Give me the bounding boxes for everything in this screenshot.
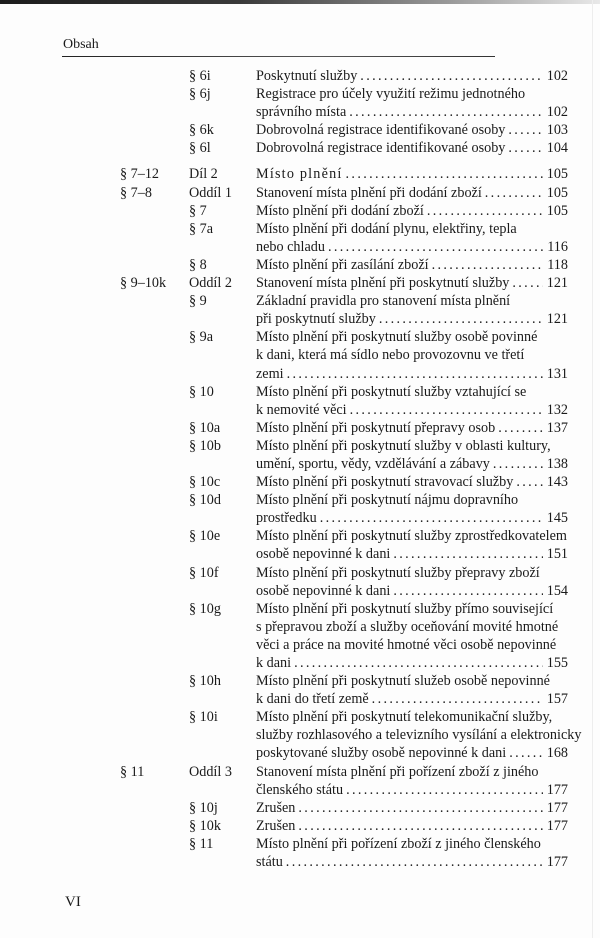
- entry-title-line: Základní pravidla pro stanovení místa plnění: [256, 293, 511, 310]
- page-ref: 102: [546, 104, 568, 121]
- toc-entry-line: [0, 419, 600, 437]
- toc-entry: [0, 437, 600, 473]
- toc-entry: [0, 292, 600, 328]
- section-label: § 10: [189, 383, 214, 400]
- dot-leader: [485, 184, 543, 202]
- toc-entry-line: [0, 85, 600, 103]
- entry-leader-line: [256, 545, 568, 563]
- toc-entry-line: [0, 121, 600, 139]
- entry-title-line: Registrace pro účely využití režimu jednotného: [256, 86, 526, 103]
- entry-title-line: k dani, která má sídlo nebo provozovnu ve třetí: [256, 347, 525, 364]
- toc-entry-line: [0, 726, 600, 744]
- entry-title-line: Místo plnění při poskytnutí telekomunikační služby,: [256, 709, 553, 726]
- toc-entry: [0, 184, 600, 202]
- running-header: Obsah: [63, 37, 99, 52]
- toc-entry-line: [0, 139, 600, 157]
- dot-leader: [508, 121, 542, 139]
- entry-leader-line: [256, 202, 568, 220]
- dot-leader: [498, 419, 543, 437]
- toc-entry-line: [0, 853, 600, 871]
- entry-leader-line: [256, 744, 568, 762]
- page-ref: 177: [546, 781, 568, 798]
- page-ref: 138: [546, 455, 568, 472]
- dot-leader: [286, 853, 543, 871]
- toc-entry: [0, 527, 600, 563]
- entry-title: umění, sportu, vědy, vzdělávání a zábavy: [256, 455, 490, 472]
- entry-title: Místo plnění při poskytnutí stravovací služby: [256, 474, 514, 491]
- dot-leader: [516, 473, 542, 491]
- toc-entry-line: [0, 582, 600, 600]
- section-label: § 10g: [189, 600, 221, 617]
- page-ref: 177: [546, 854, 568, 871]
- toc-entry-line: [0, 618, 600, 636]
- toc-entry-line: [0, 473, 600, 491]
- entry-leader-line: [256, 654, 568, 672]
- toc-entry-line: [0, 545, 600, 563]
- toc-entry-line: [0, 564, 600, 582]
- entry-title: Stanovení místa plnění při poskytnutí služby: [256, 275, 510, 292]
- entry-leader-line: [256, 139, 568, 157]
- toc-entry: [0, 139, 600, 157]
- page-ref: 105: [546, 184, 568, 201]
- dot-leader: [346, 165, 543, 183]
- page-ref: 143: [546, 474, 568, 491]
- page-ref: 157: [546, 691, 568, 708]
- dot-leader: [294, 654, 543, 672]
- toc-entry-line: [0, 491, 600, 509]
- section-label: § 11: [189, 835, 214, 852]
- page-ref: 105: [546, 202, 568, 219]
- entry-leader-line: [256, 365, 568, 383]
- section-label: § 10d: [189, 492, 221, 509]
- toc-entry: [0, 600, 600, 672]
- toc-entry-line: [0, 763, 600, 781]
- entry-title-line: Místo plnění při poskytnutí služby vztahující se: [256, 383, 527, 400]
- section-label: Oddíl 3: [189, 763, 232, 780]
- toc-entry-line: [0, 238, 600, 256]
- toc-entry-line: [0, 835, 600, 853]
- entry-leader-line: [256, 256, 568, 274]
- entry-leader-line: [256, 509, 568, 527]
- dot-leader: [328, 238, 543, 256]
- section-label: § 6i: [189, 68, 211, 84]
- entry-title: členského státu: [256, 781, 344, 798]
- toc-entry-line: [0, 383, 600, 401]
- page-number: VI: [65, 894, 81, 910]
- toc-entry: [0, 202, 600, 220]
- entry-leader-line: [256, 274, 568, 292]
- entry-title-line: s přepravou zboží a služby oceňování movité hmotné: [256, 618, 559, 635]
- entry-title-line: Místo plnění při poskytnutí služby zprostředkovatelem: [256, 528, 567, 545]
- section-range: § 7–12: [120, 166, 160, 183]
- dot-leader: [432, 256, 544, 274]
- entry-title: Zrušen: [256, 799, 296, 816]
- entry-title: osobě nepovinné k dani: [256, 546, 391, 563]
- entry-title: Dobrovolná registrace identifikované osoby: [256, 122, 506, 139]
- entry-title: Místo plnění: [256, 166, 343, 183]
- entry-title: prostředku: [256, 510, 317, 527]
- entry-leader-line: [256, 781, 568, 799]
- entry-title: Dobrovolná registrace identifikované osoby: [256, 140, 506, 157]
- toc-entry: [0, 165, 600, 183]
- page-ref: 154: [546, 582, 568, 599]
- section-label: Díl 2: [189, 166, 218, 183]
- section-label: § 10j: [189, 799, 218, 816]
- dot-leader: [287, 365, 543, 383]
- toc-entry-line: [0, 654, 600, 672]
- toc-entry-line: [0, 455, 600, 473]
- toc-entry-line: [0, 346, 600, 364]
- toc-entry-line: [0, 799, 600, 817]
- dot-leader: [320, 509, 543, 527]
- section-label: § 7a: [189, 220, 214, 237]
- toc-entry-line: [0, 202, 600, 220]
- toc-entry: [0, 220, 600, 256]
- entry-leader-line: [256, 473, 568, 491]
- page-ref: 177: [546, 817, 568, 834]
- toc-entry: [0, 564, 600, 600]
- scan-top-shadow: [0, 0, 600, 4]
- page-ref: 102: [546, 68, 568, 84]
- toc-entry-line: [0, 310, 600, 328]
- entry-title: státu: [256, 854, 283, 871]
- entry-title: Místo plnění při dodání zboží: [256, 202, 424, 219]
- page-ref: 131: [546, 365, 568, 382]
- section-label: § 10i: [189, 709, 218, 726]
- entry-title: správního místa: [256, 104, 347, 121]
- page-ref: 145: [546, 510, 568, 527]
- dot-leader: [372, 690, 543, 708]
- entry-leader-line: [256, 67, 568, 85]
- entry-leader-line: [256, 853, 568, 871]
- toc-entry-line: [0, 600, 600, 618]
- toc-entry-line: [0, 509, 600, 527]
- entry-title-line: Místo plnění při pořízení zboží z jiného členského: [256, 835, 541, 852]
- entry-leader-line: [256, 455, 568, 473]
- section-label: § 10b: [189, 437, 221, 454]
- entry-leader-line: [256, 103, 568, 121]
- entry-title-line: Místo plnění při poskytnutí služby osobě povinné: [256, 329, 538, 346]
- section-label: § 8: [189, 256, 207, 273]
- dot-leader: [508, 139, 542, 157]
- page-ref: 104: [546, 140, 568, 157]
- dot-leader: [298, 799, 542, 817]
- entry-title-line: Místo plnění při dodání plynu, elektřiny, tepla: [256, 220, 517, 237]
- header-rule: [62, 56, 495, 57]
- toc-entry-line: [0, 67, 600, 85]
- section-label: Oddíl 2: [189, 275, 232, 292]
- toc-entry-line: [0, 328, 600, 346]
- toc-entry: [0, 85, 600, 121]
- toc-entry-line: [0, 103, 600, 121]
- page-ref: 121: [546, 311, 568, 328]
- section-range: § 9–10k: [120, 275, 167, 292]
- toc-entry-line: [0, 437, 600, 455]
- toc-entry-line: [0, 256, 600, 274]
- section-range: § 7–8: [120, 184, 152, 201]
- toc-entry: [0, 473, 600, 491]
- dot-leader: [346, 781, 543, 799]
- toc-entry: [0, 799, 600, 817]
- entry-title: k nemovité věci: [256, 401, 347, 418]
- dot-leader: [493, 455, 543, 473]
- entry-title-line: Stanovení místa plnění při pořízení zboží z jiného: [256, 763, 539, 780]
- page-ref: 118: [547, 256, 568, 273]
- toc-entry-line: [0, 274, 600, 292]
- toc-entry: [0, 835, 600, 871]
- toc-entry-line: [0, 781, 600, 799]
- entry-title-line: Místo plnění při poskytnutí služby v oblasti kultury,: [256, 437, 551, 454]
- entry-leader-line: [256, 165, 568, 183]
- dot-leader: [393, 545, 542, 563]
- toc-entry: [0, 491, 600, 527]
- toc-entry: [0, 708, 600, 762]
- page-ref: 168: [546, 745, 568, 762]
- toc-entry: [0, 121, 600, 139]
- page-ref: 121: [546, 275, 568, 292]
- section-label: § 9a: [189, 329, 214, 346]
- entry-title-line: Místo plnění při poskytnutí služby přímo související: [256, 600, 554, 617]
- entry-title: Místo plnění při poskytnutí přepravy osob: [256, 419, 496, 436]
- section-label: § 6j: [189, 86, 211, 103]
- entry-title-line: Místo plnění při poskytnutí služeb osobě nepovinné: [256, 673, 550, 690]
- toc-entry: [0, 328, 600, 382]
- toc-entry-line: [0, 817, 600, 835]
- entry-title-line: služby rozhlasového a televizního vysílání a elektronicky: [256, 727, 582, 744]
- toc-entry-line: [0, 165, 600, 183]
- entry-leader-line: [256, 419, 568, 437]
- toc-entry-line: [0, 220, 600, 238]
- entry-leader-line: [256, 121, 568, 139]
- entry-title-line: Místo plnění při poskytnutí služby přepravy zboží: [256, 564, 540, 581]
- toc-entry-line: [0, 708, 600, 726]
- dot-leader: [509, 744, 543, 762]
- entry-leader-line: [256, 184, 568, 202]
- toc-entry-line: [0, 744, 600, 762]
- entry-title: zemi: [256, 365, 284, 382]
- dot-leader: [393, 582, 542, 600]
- section-label: § 10h: [189, 673, 221, 690]
- entry-title: osobě nepovinné k dani: [256, 582, 391, 599]
- toc-entry: [0, 763, 600, 799]
- entry-title: poskytované služby osobě nepovinné k dani: [256, 745, 507, 762]
- page-ref: 177: [546, 799, 568, 816]
- page-ref: 137: [546, 419, 568, 436]
- entry-leader-line: [256, 690, 568, 708]
- dot-leader: [349, 103, 542, 121]
- entry-leader-line: [256, 401, 568, 419]
- entry-title: Místo plnění při zasílání zboží: [256, 256, 429, 273]
- toc-entry: [0, 672, 600, 708]
- section-label: § 10e: [189, 528, 221, 545]
- toc-entry-line: [0, 690, 600, 708]
- page-ref: 103: [546, 122, 568, 139]
- entry-title-line: Místo plnění při poskytnutí nájmu dopravního: [256, 492, 519, 509]
- page-ref: 151: [546, 546, 568, 563]
- toc-entry-line: [0, 365, 600, 383]
- dot-leader: [350, 401, 543, 419]
- toc-entry: [0, 274, 600, 292]
- entry-leader-line: [256, 817, 568, 835]
- entry-title: Stanovení místa plnění při dodání zboží: [256, 184, 482, 201]
- entry-title: Poskytnutí služby: [256, 68, 358, 84]
- entry-title: při poskytnutí služby: [256, 311, 376, 328]
- toc-entry-line: [0, 401, 600, 419]
- section-range: § 11: [120, 763, 145, 780]
- section-label: § 10a: [189, 419, 221, 436]
- entry-title: k dani: [256, 655, 292, 671]
- entry-leader-line: [256, 582, 568, 600]
- entry-leader-line: [256, 238, 568, 256]
- section-label: Oddíl 1: [189, 184, 232, 201]
- page-ref: 155: [546, 655, 568, 671]
- section-label: § 6k: [189, 122, 214, 139]
- section-label: § 6l: [189, 140, 211, 157]
- section-label: § 10c: [189, 474, 221, 491]
- toc-entry-line: [0, 636, 600, 654]
- toc-entry-line: [0, 184, 600, 202]
- table-of-contents: [0, 67, 600, 871]
- toc-entry: [0, 817, 600, 835]
- section-label: § 9: [189, 293, 207, 310]
- entry-leader-line: [256, 799, 568, 817]
- entry-title: Zrušen: [256, 817, 296, 834]
- entry-title: nebo chladu: [256, 238, 325, 255]
- dot-leader: [360, 67, 542, 85]
- section-label: § 7: [189, 202, 207, 219]
- page-ref: 105: [546, 166, 568, 183]
- page-ref: 132: [546, 401, 568, 418]
- section-label: § 10f: [189, 564, 219, 581]
- toc-entry: [0, 383, 600, 419]
- toc-entry-line: [0, 672, 600, 690]
- entry-title: k dani do třetí země: [256, 691, 369, 708]
- dot-leader: [298, 817, 542, 835]
- toc-entry: [0, 256, 600, 274]
- toc-entry-line: [0, 292, 600, 310]
- dot-leader: [427, 202, 543, 220]
- dot-leader: [379, 310, 543, 328]
- dot-leader: [512, 274, 542, 292]
- section-label: § 10k: [189, 817, 221, 834]
- entry-leader-line: [256, 310, 568, 328]
- toc-entry-line: [0, 527, 600, 545]
- entry-title-line: věci a práce na movité hmotné věci osobě nepovinné: [256, 636, 557, 653]
- page-ref: 116: [547, 238, 568, 255]
- toc-entry: [0, 67, 600, 85]
- toc-entry: [0, 419, 600, 437]
